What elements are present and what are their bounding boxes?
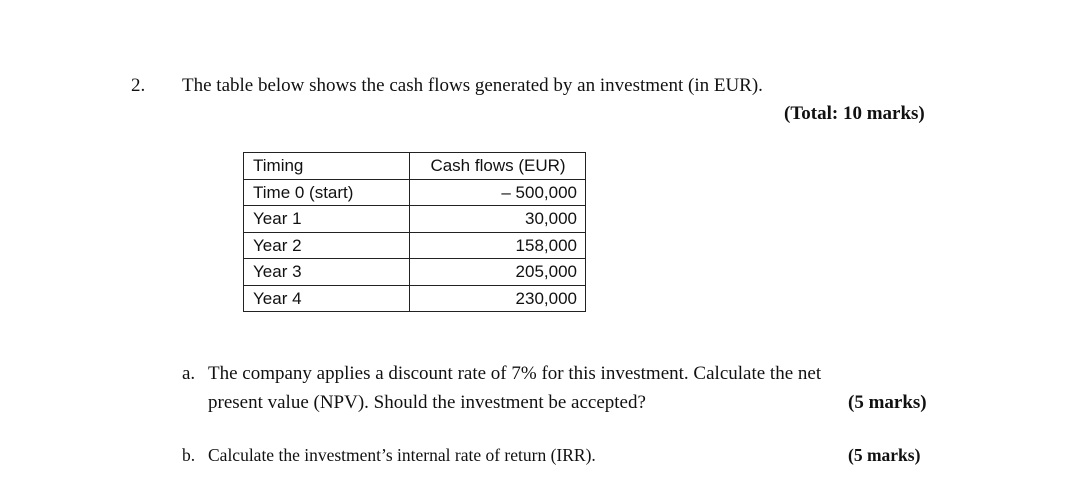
cell-timing: Time 0 (start)	[244, 179, 410, 206]
table-row	[244, 232, 586, 259]
part-a-marks: (5 marks)	[848, 392, 927, 413]
part-b-line	[182, 445, 596, 466]
table-row	[244, 206, 586, 233]
cell-cash-flow: 158,000	[410, 232, 586, 259]
cell-cash-flow: 205,000	[410, 259, 586, 286]
cell-cash-flow: 30,000	[410, 206, 586, 233]
table-header-row	[244, 153, 586, 180]
part-a-line-2: present value (NPV). Should the investment be accepted?	[208, 392, 646, 413]
cash-flow-table	[243, 152, 586, 312]
table-row	[244, 259, 586, 286]
table-row	[244, 285, 586, 312]
part-a-line-1	[182, 363, 821, 385]
part-b-marks: (5 marks)	[848, 445, 921, 465]
cell-timing: Year 1	[244, 206, 410, 233]
cell-cash-flow: – 500,000	[410, 179, 586, 206]
part-a-label: a.	[182, 363, 196, 384]
part-b-text: Calculate the investment’s internal rate of return (IRR).	[208, 445, 596, 465]
part-a-text-1: The company applies a discount rate of 7% for this investment. Calculate the net	[208, 363, 822, 384]
question-number: 2.	[131, 75, 146, 96]
header-timing: Timing	[244, 153, 410, 180]
cell-timing: Year 3	[244, 259, 410, 286]
cell-timing: Year 2	[244, 232, 410, 259]
total-marks: (Total: 10 marks)	[784, 103, 925, 124]
part-b-label: b.	[182, 445, 196, 465]
question-intro: The table below shows the cash flows generated by an investment (in EUR).	[182, 75, 763, 96]
cell-timing: Year 4	[244, 285, 410, 312]
cell-cash-flow: 230,000	[410, 285, 586, 312]
header-cash-flows: Cash flows (EUR)	[410, 153, 586, 180]
table-row	[244, 179, 586, 206]
